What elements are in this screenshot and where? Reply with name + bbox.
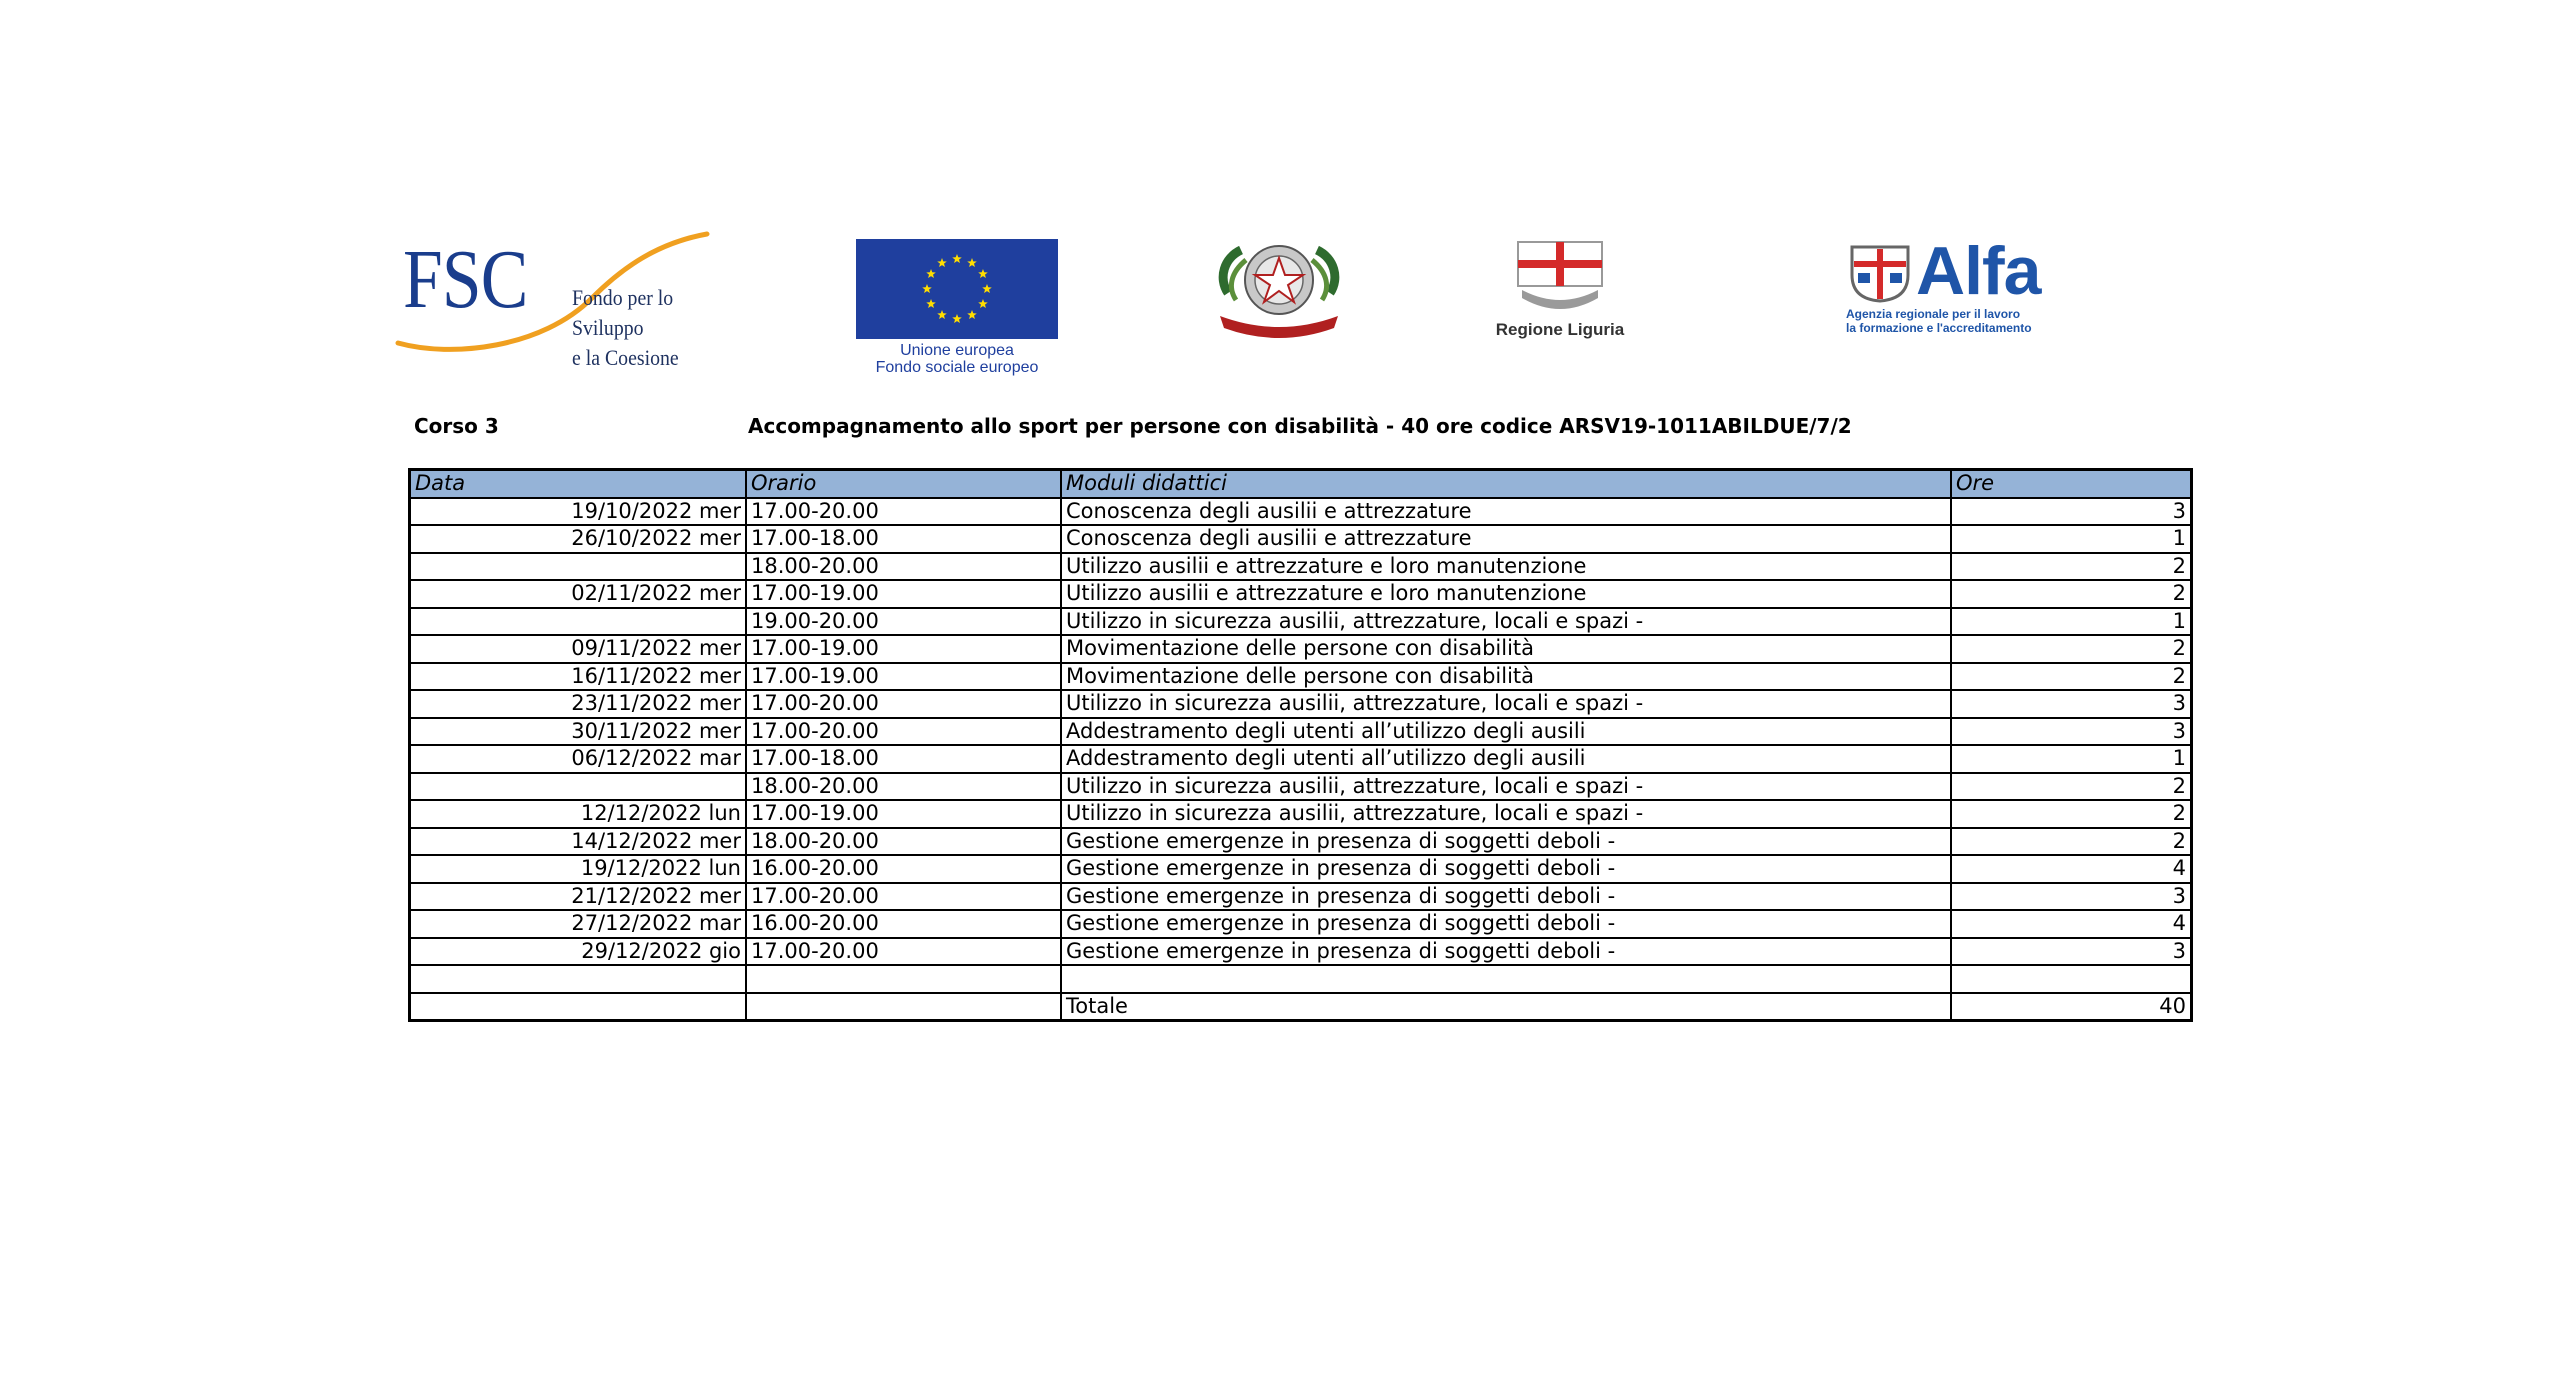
cell-orario: 16.00-20.00 — [746, 910, 1061, 938]
alfa-logo — [1846, 233, 2106, 340]
cell-orario — [746, 965, 1061, 993]
cell-modulo: Gestione emergenze in presenza di soggetti deboli - — [1061, 828, 1951, 856]
cell-ore: 2 — [1951, 828, 2192, 856]
cell-data: 29/12/2022 gio — [410, 938, 747, 966]
cell-ore: 2 — [1951, 580, 2192, 608]
cell-ore: 1 — [1951, 745, 2192, 773]
cell-orario: 17.00-20.00 — [746, 498, 1061, 526]
cell-orario: 17.00-19.00 — [746, 800, 1061, 828]
cell-orario: 18.00-20.00 — [746, 828, 1061, 856]
table-body — [410, 498, 2192, 1021]
eu-star-icon — [978, 269, 988, 278]
cell-modulo: Gestione emergenze in presenza di soggetti deboli - — [1061, 938, 1951, 966]
eu-star-icon — [937, 310, 947, 319]
regione-liguria-logo — [1470, 240, 1650, 340]
cell-modulo: Movimentazione delle persone con disabilità — [1061, 635, 1951, 663]
fsc-name — [572, 283, 734, 373]
cell-modulo: Addestramento degli utenti all’utilizzo degli ausili — [1061, 745, 1951, 773]
table-row — [410, 718, 2192, 746]
cell-orario: 18.00-20.00 — [746, 553, 1061, 581]
cell-modulo: Movimentazione delle persone con disabilità — [1061, 663, 1951, 691]
cell-data — [410, 553, 747, 581]
cell-ore: 2 — [1951, 800, 2192, 828]
cell-ore: 3 — [1951, 498, 2192, 526]
cell-orario: 16.00-20.00 — [746, 855, 1061, 883]
eu-caption-line1: Unione europea — [900, 342, 1014, 359]
cell-ore: 1 — [1951, 525, 2192, 553]
cell-orario: 17.00-19.00 — [746, 580, 1061, 608]
cell-ore: 2 — [1951, 663, 2192, 691]
cell-ore: 40 — [1951, 993, 2192, 1021]
cell-modulo — [1061, 965, 1951, 993]
cell-modulo: Utilizzo in sicurezza ausilii, attrezzature, locali e spazi - — [1061, 800, 1951, 828]
cell-orario: 17.00-20.00 — [746, 690, 1061, 718]
cell-data: 09/11/2022 mer — [410, 635, 747, 663]
table-row — [410, 635, 2192, 663]
cell-modulo: Utilizzo in sicurezza ausilii, attrezzature, locali e spazi - — [1061, 773, 1951, 801]
table-row — [410, 690, 2192, 718]
cell-data — [410, 965, 747, 993]
eu-caption — [852, 342, 1062, 376]
cell-data — [410, 993, 747, 1021]
eu-star-icon — [926, 269, 936, 278]
course-title: Accompagnamento allo sport per persone con disabilità - 40 ore codice ARSV19-1011ABILDUE/7/2 — [748, 414, 1852, 438]
eu-star-icon — [982, 284, 992, 293]
header-data: Data — [410, 470, 747, 498]
cell-modulo: Gestione emergenze in presenza di soggetti deboli - — [1061, 883, 1951, 911]
cell-orario: 17.00-20.00 — [746, 938, 1061, 966]
cell-ore: 2 — [1951, 553, 2192, 581]
table-row — [410, 993, 2192, 1021]
fsc-name-line1: Fondo per lo Sviluppo — [572, 285, 674, 340]
cell-ore: 2 — [1951, 635, 2192, 663]
header-orario: Orario — [746, 470, 1061, 498]
header-ore: Ore — [1951, 470, 2192, 498]
course-label: Corso 3 — [414, 414, 499, 438]
liguria-shield-icon — [1470, 240, 1650, 320]
cell-modulo: Conoscenza degli ausilii e attrezzature — [1061, 498, 1951, 526]
header-moduli: Moduli didattici — [1061, 470, 1951, 498]
table-row — [410, 828, 2192, 856]
cell-data: 06/12/2022 mar — [410, 745, 747, 773]
liguria-caption: Regione Liguria — [1495, 320, 1625, 339]
table-row — [410, 883, 2192, 911]
cell-modulo: Utilizzo ausilii e attrezzature e loro manutenzione — [1061, 580, 1951, 608]
eu-star-icon — [967, 258, 977, 267]
cell-orario: 17.00-20.00 — [746, 883, 1061, 911]
eu-star-icon — [922, 284, 932, 293]
cell-orario: 17.00-20.00 — [746, 718, 1061, 746]
cell-orario: 17.00-18.00 — [746, 745, 1061, 773]
cell-orario: 17.00-18.00 — [746, 525, 1061, 553]
cell-data: 26/10/2022 mer — [410, 525, 747, 553]
italian-republic-emblem — [1206, 238, 1352, 338]
alfa-wordmark: Alfa — [1916, 233, 2041, 309]
eu-star-icon — [926, 299, 936, 308]
cell-ore: 4 — [1951, 855, 2192, 883]
eu-stars-graphic — [856, 239, 1058, 339]
cell-ore: 3 — [1951, 718, 2192, 746]
table-row — [410, 938, 2192, 966]
schedule-table — [408, 468, 2193, 1022]
eu-star-icon — [978, 299, 988, 308]
table-row — [410, 773, 2192, 801]
table-row — [410, 498, 2192, 526]
table-header-row — [410, 470, 2192, 498]
eu-star-icon — [967, 310, 977, 319]
table-row — [410, 800, 2192, 828]
alfa-subtitle-line2: la formazione e l'accreditamento — [1846, 321, 2032, 335]
eu-star-icon — [952, 254, 962, 263]
cell-data: 16/11/2022 mer — [410, 663, 747, 691]
cell-data — [410, 773, 747, 801]
cell-ore: 3 — [1951, 938, 2192, 966]
cell-orario: 19.00-20.00 — [746, 608, 1061, 636]
table-row — [410, 745, 2192, 773]
cell-modulo: Conoscenza degli ausilii e attrezzature — [1061, 525, 1951, 553]
cell-orario — [746, 993, 1061, 1021]
cell-data: 14/12/2022 mer — [410, 828, 747, 856]
cell-modulo: Addestramento degli utenti all’utilizzo degli ausili — [1061, 718, 1951, 746]
fsc-acronym: FSC — [403, 233, 528, 326]
cell-data: 30/11/2022 mer — [410, 718, 747, 746]
fsc-logo — [392, 228, 752, 370]
cell-ore: 1 — [1951, 608, 2192, 636]
cell-ore: 2 — [1951, 773, 2192, 801]
emblem-icon — [1206, 238, 1352, 338]
cell-data: 12/12/2022 lun — [410, 800, 747, 828]
cell-ore — [1951, 965, 2192, 993]
eu-logo — [852, 239, 1062, 379]
eu-flag-icon — [856, 239, 1058, 339]
table-row — [410, 580, 2192, 608]
cell-modulo: Gestione emergenze in presenza di soggetti deboli - — [1061, 855, 1951, 883]
table-row — [410, 965, 2192, 993]
table-row — [410, 663, 2192, 691]
table-row — [410, 608, 2192, 636]
cell-orario: 18.00-20.00 — [746, 773, 1061, 801]
cell-ore: 3 — [1951, 690, 2192, 718]
cell-data: 19/12/2022 lun — [410, 855, 747, 883]
cell-data: 19/10/2022 mer — [410, 498, 747, 526]
cell-modulo: Totale — [1061, 993, 1951, 1021]
table-row — [410, 910, 2192, 938]
cell-data: 21/12/2022 mer — [410, 883, 747, 911]
cell-data: 02/11/2022 mer — [410, 580, 747, 608]
cell-modulo: Utilizzo ausilii e attrezzature e loro manutenzione — [1061, 553, 1951, 581]
cell-ore: 4 — [1951, 910, 2192, 938]
alfa-subtitle — [1846, 307, 2106, 335]
cell-data: 23/11/2022 mer — [410, 690, 747, 718]
cell-modulo: Gestione emergenze in presenza di soggetti deboli - — [1061, 910, 1951, 938]
cell-ore: 3 — [1951, 883, 2192, 911]
table-row — [410, 553, 2192, 581]
eu-star-icon — [952, 314, 962, 323]
alfa-shield-icon — [1848, 245, 1912, 303]
eu-star-icon — [937, 258, 947, 267]
eu-caption-line2: Fondo sociale europeo — [875, 359, 1039, 376]
cell-data: 27/12/2022 mar — [410, 910, 747, 938]
alfa-subtitle-line1: Agenzia regionale per il lavoro — [1846, 307, 2021, 321]
table-row — [410, 855, 2192, 883]
cell-modulo: Utilizzo in sicurezza ausilii, attrezzature, locali e spazi - — [1061, 690, 1951, 718]
cell-orario: 17.00-19.00 — [746, 663, 1061, 691]
cell-modulo: Utilizzo in sicurezza ausilii, attrezzature, locali e spazi - — [1061, 608, 1951, 636]
fsc-name-line2: e la Coesione — [572, 345, 679, 370]
cell-data — [410, 608, 747, 636]
cell-orario: 17.00-19.00 — [746, 635, 1061, 663]
table-row — [410, 525, 2192, 553]
